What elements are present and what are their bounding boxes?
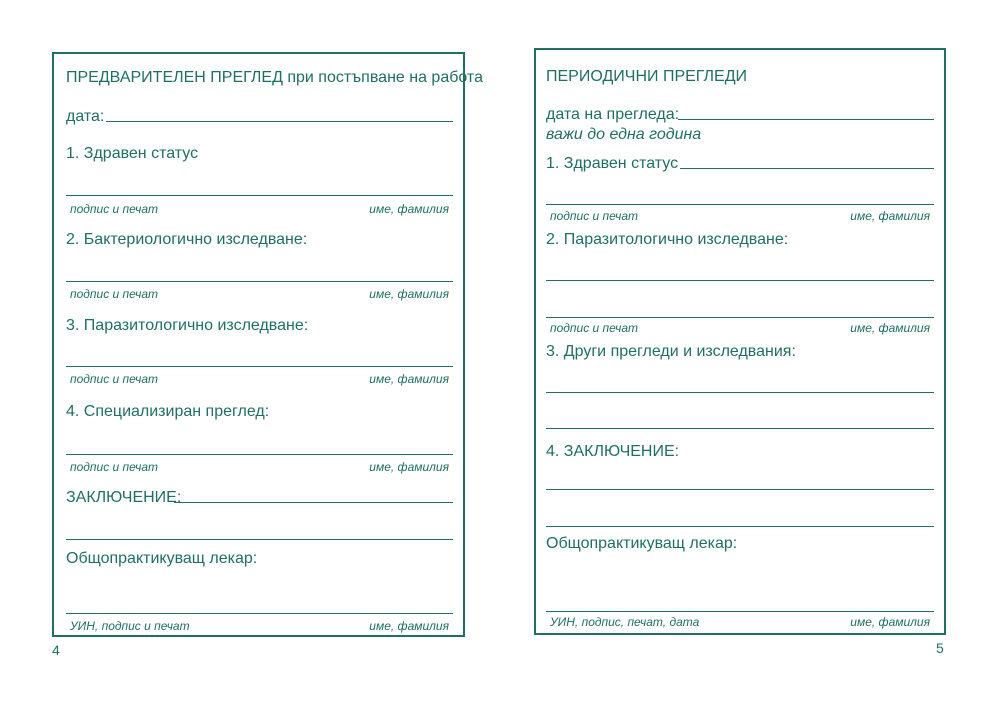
right-section-1-sign: подпис и печат (550, 209, 639, 223)
right-section-2-field-2[interactable] (546, 317, 934, 318)
right-validity-note: важи до една година (546, 126, 702, 143)
left-page-number: 4 (52, 642, 60, 658)
left-section-3-label: 3. Паразитологично изследване: (66, 317, 309, 334)
right-section-2-name: име, фамилия (850, 321, 930, 335)
right-section-3-field-2[interactable] (546, 428, 934, 429)
right-doctor-sign: УИН, подпис, печат, дата (550, 615, 700, 629)
left-form-panel (52, 52, 483, 637)
left-section-4-name: име, фамилия (369, 460, 449, 474)
left-section-2-label: 2. Бактериологично изследване: (66, 231, 308, 248)
left-section-4-sign: подпис и печат (70, 460, 159, 474)
left-conclusion-field-1[interactable] (174, 502, 453, 503)
right-section-4-field-2[interactable] (546, 526, 934, 527)
left-doctor-label: Общопрактикуващ лекар: (66, 550, 258, 567)
left-conclusion-field-2[interactable] (66, 539, 453, 540)
left-section-3-name: име, фамилия (369, 372, 449, 386)
right-section-3-field-1[interactable] (546, 392, 934, 393)
right-section-1-label: 1. Здравен статус (546, 155, 679, 172)
right-section-2-sign: подпис и печат (550, 321, 639, 335)
left-date-field[interactable] (106, 121, 453, 122)
left-title: ПРЕДВАРИТЕЛЕН ПРЕГЛЕД при постъпване на работа (66, 69, 483, 86)
left-section-1-name: име, фамилия (369, 202, 449, 216)
left-section-2-sign: подпис и печат (70, 287, 159, 301)
left-conclusion-label: ЗАКЛЮЧЕНИЕ: (66, 489, 182, 506)
left-section-1-field[interactable] (66, 195, 453, 196)
right-section-1-name: име, фамилия (850, 209, 930, 223)
right-doctor-name: име, фамилия (850, 615, 930, 629)
right-doctor-field[interactable] (546, 611, 934, 612)
right-form-panel (534, 48, 946, 635)
left-section-2-name: име, фамилия (369, 287, 449, 301)
right-section-3-label: 3. Други прегледи и изследвания: (546, 343, 796, 360)
left-doctor-field[interactable] (66, 613, 453, 614)
left-date-label: дата: (66, 108, 105, 125)
right-section-1-field-1[interactable] (680, 168, 934, 169)
left-section-1-sign: подпис и печат (70, 202, 159, 216)
left-doctor-name: име, фамилия (369, 619, 449, 633)
left-section-3-field[interactable] (66, 366, 453, 367)
right-date-label: дата на прегледа: (546, 106, 680, 123)
left-section-2-field[interactable] (66, 281, 453, 282)
right-doctor-label: Общопрактикуващ лекар: (546, 535, 738, 552)
right-page-number: 5 (936, 640, 944, 656)
left-doctor-sign: УИН, подпис и печат (70, 619, 190, 633)
right-section-2-label: 2. Паразитологично изследване: (546, 231, 789, 248)
right-date-field[interactable] (678, 119, 934, 120)
right-title: ПЕРИОДИЧНИ ПРЕГЛЕДИ (546, 68, 748, 85)
left-section-1-label: 1. Здравен статус (66, 145, 199, 162)
left-section-4-field[interactable] (66, 454, 453, 455)
right-section-4-label: 4. ЗАКЛЮЧЕНИЕ: (546, 443, 680, 460)
right-section-2-field-1[interactable] (546, 280, 934, 281)
left-section-3-sign: подпис и печат (70, 372, 159, 386)
right-section-1-field-2[interactable] (546, 204, 934, 205)
left-section-4-label: 4. Специализиран преглед: (66, 403, 270, 420)
right-section-4-field-1[interactable] (546, 489, 934, 490)
